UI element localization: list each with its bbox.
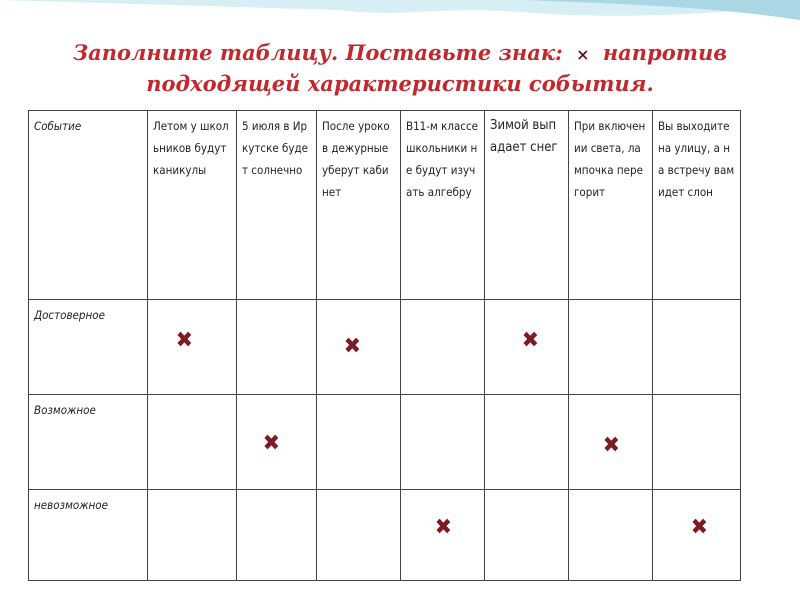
event-header: Вы выходите на улицу, а на встречу вам идет слон	[653, 111, 741, 300]
cross-icon: ×	[576, 45, 590, 64]
mark-cell[interactable]	[237, 490, 317, 581]
cross-mark-icon: ✖	[602, 433, 621, 458]
table-row	[29, 395, 741, 490]
page-title	[20, 38, 780, 98]
mark-cell[interactable]	[485, 300, 569, 395]
mark-cell[interactable]	[653, 395, 741, 490]
mark-cell[interactable]	[485, 395, 569, 490]
corner-header: Событие	[29, 111, 148, 300]
mark-cell[interactable]	[237, 300, 317, 395]
mark-cell[interactable]	[569, 490, 653, 581]
cross-mark-icon: ✖	[690, 515, 709, 540]
cross-mark-icon: ✖	[521, 328, 540, 353]
decorative-wave	[0, 0, 800, 40]
mark-cell[interactable]	[485, 490, 569, 581]
cross-mark-icon: ✖	[175, 328, 194, 353]
row-label-impossible: невозможное	[29, 490, 148, 581]
mark-cell[interactable]	[401, 300, 485, 395]
cross-mark-icon: ✖	[262, 431, 281, 456]
mark-cell[interactable]	[148, 300, 237, 395]
mark-cell[interactable]	[401, 395, 485, 490]
event-header: Летом у школьников будут каникулы	[148, 111, 237, 300]
event-header: 5 июля в Иркутске будет солнечно	[237, 111, 317, 300]
cross-mark-icon: ✖	[343, 334, 362, 359]
cross-mark-icon: ✖	[434, 515, 453, 540]
event-header: В11-м классе школьники не будут изучать алгебру	[401, 111, 485, 300]
title-text-2: напротив	[602, 40, 728, 65]
event-header: При включении света, лампочка перегорит	[569, 111, 653, 300]
mark-cell[interactable]	[569, 300, 653, 395]
mark-cell[interactable]	[148, 395, 237, 490]
table-row	[29, 490, 741, 581]
event-header: Зимой выпадает снег	[485, 111, 569, 300]
header-row	[29, 111, 741, 300]
events-table	[28, 110, 741, 581]
mark-cell[interactable]	[317, 490, 401, 581]
mark-cell[interactable]	[148, 490, 237, 581]
title-text-1: Заполните таблицу. Поставьте знак:	[72, 40, 563, 65]
mark-cell[interactable]	[237, 395, 317, 490]
row-label-possible: Возможное	[29, 395, 148, 490]
mark-cell[interactable]	[653, 300, 741, 395]
mark-cell[interactable]	[317, 300, 401, 395]
mark-cell[interactable]	[317, 395, 401, 490]
mark-cell[interactable]	[401, 490, 485, 581]
mark-cell[interactable]	[653, 490, 741, 581]
title-line-2: подходящей характеристики события.	[146, 71, 654, 96]
mark-cell[interactable]	[569, 395, 653, 490]
table-row	[29, 300, 741, 395]
row-label-certain: Достоверное	[29, 300, 148, 395]
event-header: После уроков дежурные уберут кабинет	[317, 111, 401, 300]
